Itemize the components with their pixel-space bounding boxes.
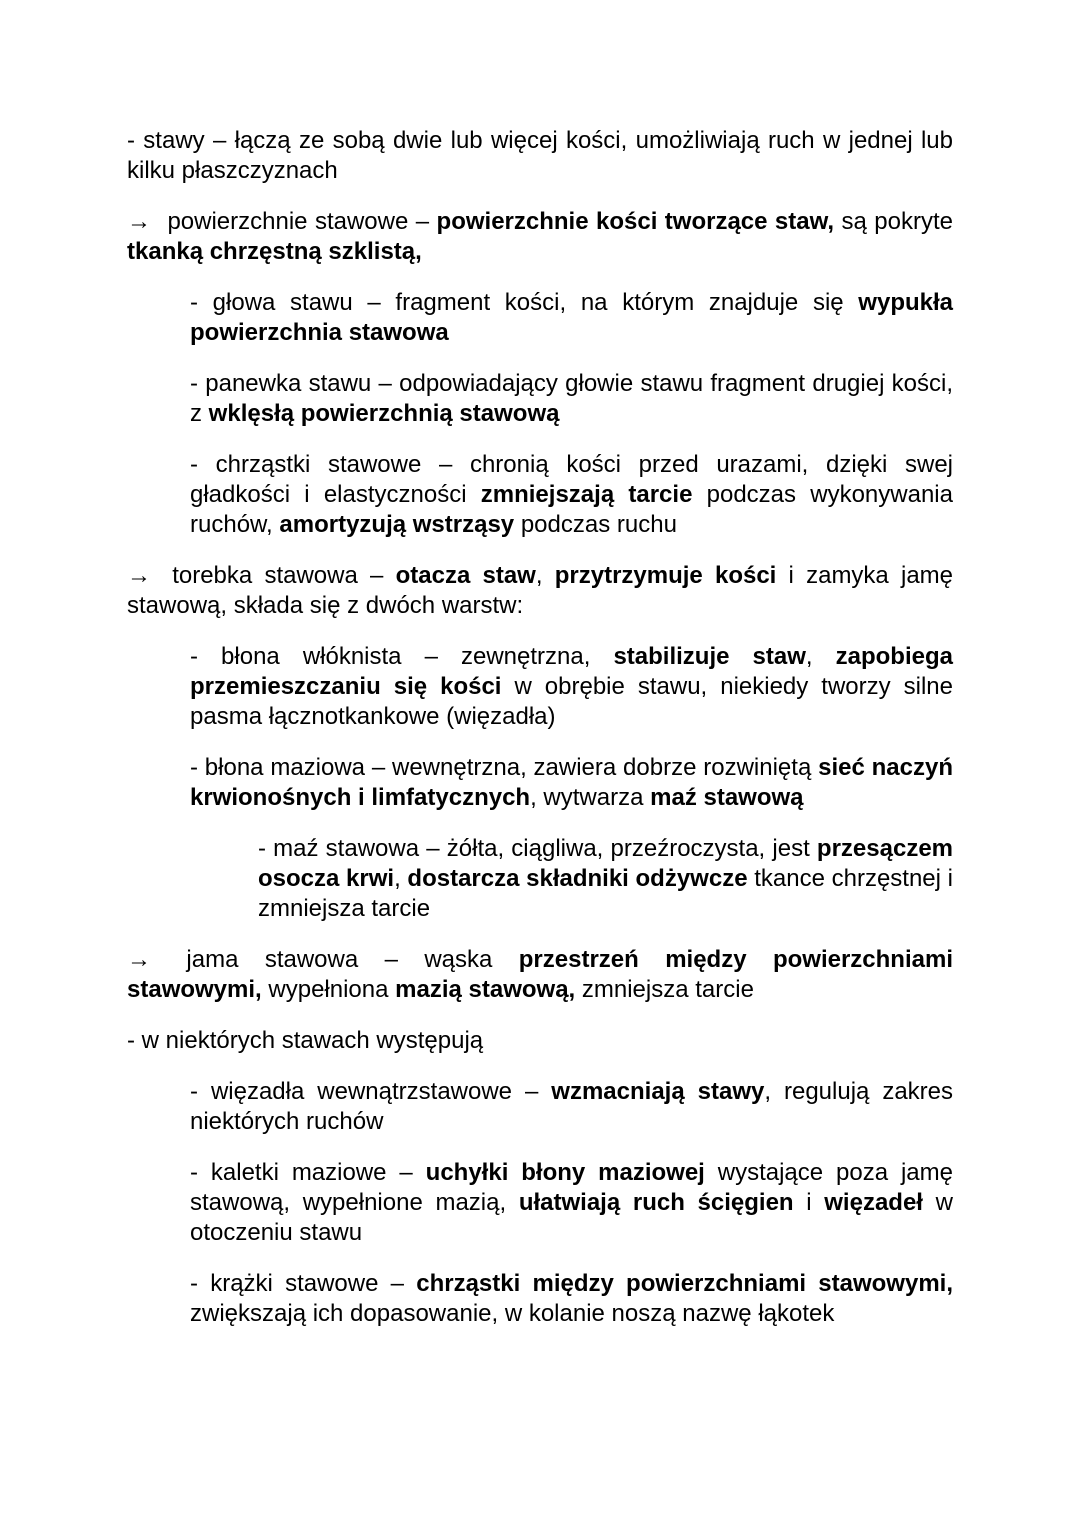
bullet-paragraph — [190, 753, 953, 813]
arrow-paragraph — [127, 207, 953, 267]
text-run: zwiększają ich dopasowanie, w kolanie noszą nazwę łąkotek — [190, 1300, 835, 1327]
bold-text-run: dostarcza składniki odżywcze — [407, 865, 748, 892]
bold-text-run: wklęsłą powierzchnią stawową — [208, 400, 560, 427]
document-body — [127, 126, 953, 1329]
bold-text-run: więzadeł — [824, 1189, 923, 1216]
text-run: podczas wykonywania ruchów, — [190, 481, 953, 538]
arrow-paragraph — [127, 561, 953, 621]
text-run: , — [535, 562, 555, 589]
text-run: jama stawowa – wąska — [186, 946, 519, 973]
text-run: torebka stawowa – — [172, 562, 396, 589]
bullet-paragraph — [190, 288, 953, 348]
text-run: , regulują zakres niektórych ruchów — [190, 1078, 954, 1135]
bold-text-run: amortyzują wstrząsy — [279, 511, 515, 538]
bullet-paragraph — [190, 1158, 953, 1248]
bullet-paragraph — [258, 834, 953, 924]
arrow-icon: → — [127, 562, 151, 589]
bold-text-run: ułatwiają ruch ścięgien — [518, 1189, 794, 1216]
bullet-paragraph — [190, 1269, 953, 1329]
bold-text-run: przytrzymuje kości — [554, 562, 777, 589]
text-run: i — [793, 1189, 825, 1216]
text-run: - panewka stawu – odpowiadający głowie stawu fragment drugiej kości, z — [190, 370, 953, 427]
text-run: podczas ruchu — [514, 511, 677, 538]
text-run: - błona maziowa – wewnętrzna, zawiera dobrze rozwiniętą — [190, 754, 819, 781]
text-run: - więzadła wewnątrzstawowe – — [190, 1078, 552, 1105]
text-run: - w niektórych stawach występują — [127, 1027, 484, 1054]
text-run: wypełniona — [261, 976, 396, 1003]
bullet-paragraph — [127, 126, 953, 186]
bold-text-run: tkanką chrzęstną szklistą, — [127, 238, 422, 265]
text-run: tkance chrzęstnej i zmniejsza tarcie — [258, 865, 953, 922]
text-run: - chrząstki stawowe – chronią kości przed urazami, dzięki swej gładkości i elastyczności — [190, 451, 953, 508]
bullet-paragraph — [190, 1077, 953, 1137]
bold-text-run: chrząstki między powierzchniami stawowymi, — [416, 1270, 953, 1297]
arrow-icon: → — [127, 208, 151, 235]
arrow-paragraph — [127, 945, 953, 1005]
text-run: , — [394, 865, 408, 892]
bullet-paragraph — [190, 369, 953, 429]
bullet-paragraph — [190, 642, 953, 732]
text-run: zmniejsza tarcie — [575, 976, 754, 1003]
text-run: - krążki stawowe – — [190, 1270, 417, 1297]
text-run: - błona włóknista – zewnętrzna, — [190, 643, 614, 670]
bold-text-run: powierzchnie kości tworzące staw, — [436, 208, 835, 235]
bold-text-run: wzmacniają stawy — [551, 1078, 765, 1105]
bullet-paragraph — [190, 450, 953, 540]
bold-text-run: sieć naczyń krwionośnych i limfatycznych — [190, 754, 953, 811]
bold-text-run: uchyłki błony maziowej — [425, 1159, 705, 1186]
text-run: - stawy – łączą ze sobą dwie lub więcej kości, umożliwiają ruch w jednej lub kilku płaszczyznach — [127, 127, 953, 184]
text-run: wystające poza jamę stawową, wypełnione mazią, — [190, 1159, 953, 1216]
bold-text-run: mazią stawową, — [395, 976, 576, 1003]
text-run: - głowa stawu – fragment kości, na którym znajduje się — [190, 289, 859, 316]
text-run: - kaletki maziowe – — [190, 1159, 426, 1186]
text-run: , wytwarza — [530, 784, 651, 811]
text-run: w otoczeniu stawu — [190, 1189, 953, 1246]
text-run: w obrębie stawu, niekiedy tworzy silne pasma łącznotkankowe (więzadła) — [190, 673, 953, 730]
bold-text-run: stabilizuje staw — [613, 643, 806, 670]
bold-text-run: przestrzeń między powierzchniami stawowymi, — [127, 946, 953, 1003]
text-run: są pokryte — [834, 208, 953, 235]
bold-text-run: otacza staw — [395, 562, 536, 589]
bold-text-run: maź stawową — [650, 784, 804, 811]
text-run: - maź stawowa – żółta, ciągliwa, przeźroczysta, jest — [258, 835, 817, 862]
arrow-icon: → — [127, 946, 151, 973]
text-run: i zamyka jamę stawową, składa się z dwóch warstw: — [127, 562, 954, 619]
bold-text-run: wypukła powierzchnia stawowa — [190, 289, 953, 346]
text-run: , — [805, 643, 836, 670]
bold-text-run: przesączem osocza krwi — [258, 835, 953, 892]
bold-text-run: zapobiega przemieszczaniu się kości — [190, 643, 953, 700]
bold-text-run: zmniejszają tarcie — [480, 481, 693, 508]
text-run: powierzchnie stawowe – — [167, 208, 437, 235]
bullet-paragraph — [127, 1026, 953, 1056]
